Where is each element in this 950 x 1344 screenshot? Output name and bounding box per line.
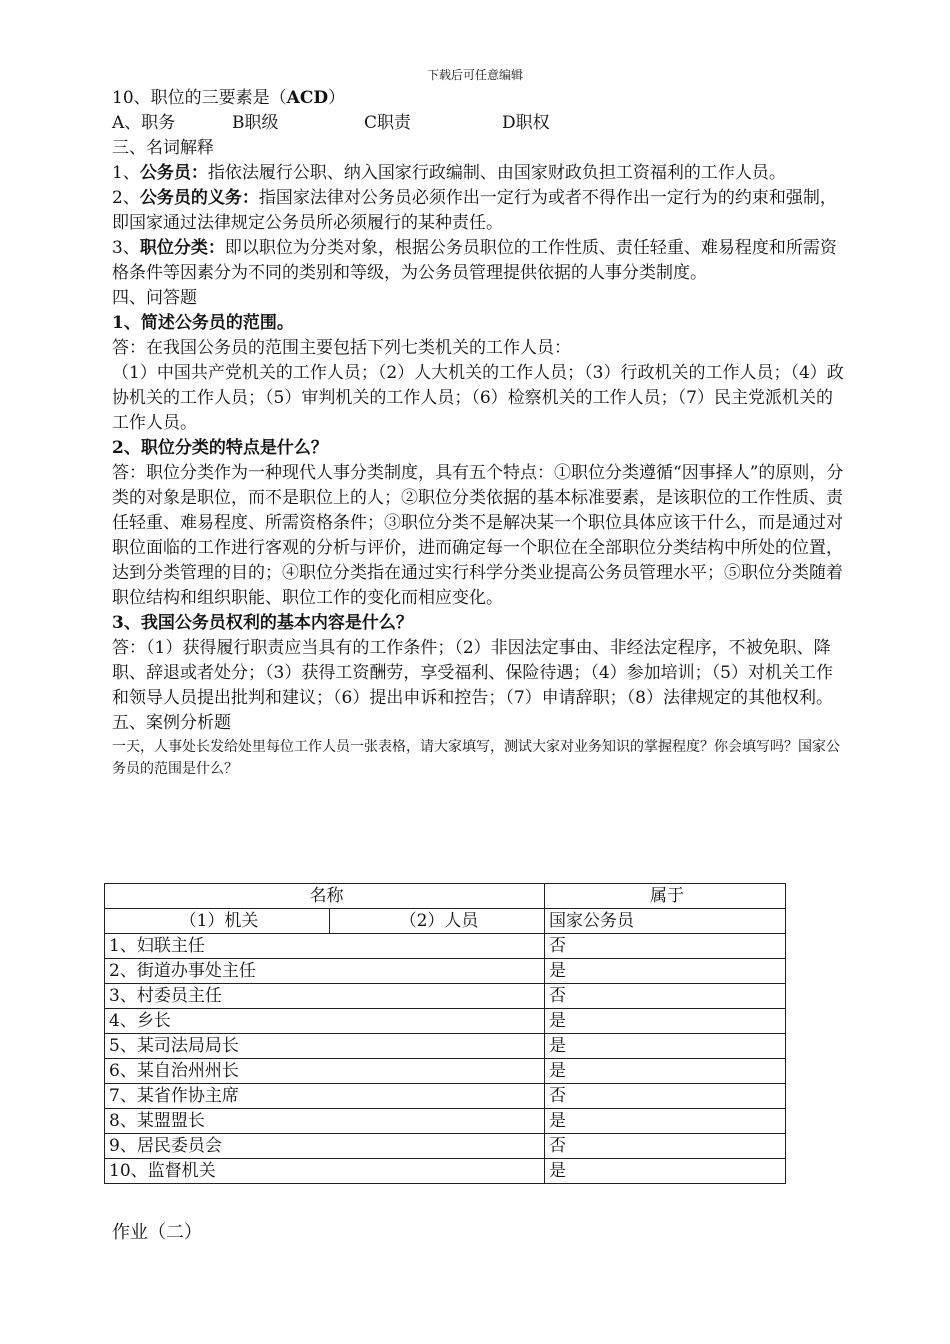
row-value: 否 [545, 934, 786, 959]
row-name: 8、某盟盟长 [105, 1109, 545, 1134]
row-name: 9、居民委员会 [105, 1134, 545, 1159]
footer-heading: 作业（二） [112, 1222, 202, 1243]
option-b: B职级 [232, 113, 279, 133]
question-title: 1、简述公务员的范围。 [112, 313, 294, 333]
table-row [105, 984, 786, 1009]
table-row [105, 934, 786, 959]
page-header: 下载后可任意编辑 [426, 68, 523, 82]
section-5-title: 五、案例分析题 [112, 713, 231, 733]
header-name: 名称 [105, 884, 545, 909]
row-value: 否 [545, 1084, 786, 1109]
row-value: 是 [545, 1059, 786, 1084]
row-value: 是 [545, 1034, 786, 1059]
definition: 即以职位为分类对象，根据公务员职位的工作性质、责任轻重、难易程度和所需资格条件等因素分为不同的类别和等级，为公务员管理提供依据的人事分类制度。 [112, 238, 837, 283]
table-row [105, 1084, 786, 1109]
table-row [105, 959, 786, 984]
q10-options [112, 111, 847, 136]
answer-text: （1）中国共产党机关的工作人员；（2）人大机关的工作人员；（3）行政机关的工作人员；（4）政协机关的工作人员；（5）审判机关的工作人员；（6）检察机关的工作人员；（7）民主党派机关的工作人员。 [112, 363, 844, 433]
header-belong: 属于 [545, 884, 786, 909]
answer-text: 答：（1）获得履行职责应当具有的工作条件；（2）非因法定事由、非经法定程序，不被免职、降职、辞退或者处分；（3）获得工资酬劳，享受福利、保险待遇；（4）参加培训；（5）对机关工作和领导人员提出批判和建议；（6）提出申诉和控告；（7）申请辞职；（8）法律规定的其他权利。 [112, 638, 833, 708]
q10-stem: 10、职位的三要素是（ [112, 88, 287, 108]
document-body [112, 86, 847, 780]
row-value: 是 [545, 1009, 786, 1034]
item-number: 3、 [112, 238, 140, 258]
option-c: C职责 [364, 113, 412, 133]
answer-text: 答：在我国公务员的范围主要包括下列七类机关的工作人员： [112, 338, 571, 358]
row-name: 7、某省作协主席 [105, 1084, 545, 1109]
table-row [105, 1009, 786, 1034]
q10-answer: ACD [286, 88, 329, 108]
definition: 指依法履行公职、纳入国家行政编制、由国家财政负担工资福利的工作人员。 [207, 163, 786, 183]
table-row [105, 1034, 786, 1059]
row-value: 否 [545, 984, 786, 1009]
term: 职位分类： [139, 238, 225, 258]
table-subheader-row [105, 909, 786, 934]
row-name: 1、妇联主任 [105, 934, 545, 959]
item-number: 1、 [112, 163, 140, 183]
definition-item [112, 236, 847, 286]
definition-item [112, 161, 847, 186]
subheader-organ: （1）机关 [105, 909, 330, 934]
term: 公务员的义务： [139, 188, 259, 208]
row-name: 4、乡长 [105, 1009, 545, 1034]
row-name: 5、某司法局局长 [105, 1034, 545, 1059]
row-name: 6、某自治州州长 [105, 1059, 545, 1084]
question-10 [112, 86, 847, 111]
option-d: D职权 [502, 113, 550, 133]
item-number: 2、 [112, 188, 140, 208]
case-intro: 一天，人事处长发给处里每位工作人员一张表格，请大家填写，测试大家对业务知识的掌握程度？你会填写吗？国家公务员的范围是什么？ [112, 739, 840, 777]
row-name: 10、监督机关 [105, 1159, 545, 1184]
row-value: 是 [545, 1159, 786, 1184]
section-4-title: 四、问答题 [112, 288, 197, 308]
q10-close: ） [328, 88, 346, 108]
row-value: 是 [545, 959, 786, 984]
answer-text: 答：职位分类作为一种现代人事分类制度，具有五个特点：①职位分类遵循“因事择人”的原则，分类的对象是职位，而不是职位上的人；②职位分类依据的基本标准要素，是该职位的工作性质、责任轻重、难易程度、所需资格条件；③职位分类不是解决某一个职位具体应该干什么，而是通过对职位面临的工作进行客观的分析与评价，进而确定每一个职位在全部职位分类结构中所处的位置，达到分类管理的目的；④职位分类指在通过实行科学分类业提高公务员管理水平；⑤职位分类随着职位结构和组织职能、职位工作的变化而相应变化。 [112, 463, 844, 608]
row-name: 2、街道办事处主任 [105, 959, 545, 984]
question-title: 2、职位分类的特点是什么？ [112, 438, 328, 458]
question-title: 3、我国公务员权利的基本内容是什么？ [112, 613, 413, 633]
table-header-row [105, 884, 786, 909]
row-name: 3、村委员主任 [105, 984, 545, 1009]
table-row [105, 1134, 786, 1159]
definition-item [112, 186, 847, 236]
row-value: 是 [545, 1109, 786, 1134]
definition: 指国家法律对公务员必须作出一定行为或者不得作出一定行为的约束和强制，即国家通过法律规定公务员所必须履行的某种责任。 [112, 188, 837, 233]
table-row [105, 1159, 786, 1184]
term: 公务员： [139, 163, 208, 183]
table-row [105, 1109, 786, 1134]
table-row [105, 1059, 786, 1084]
section-3-title: 三、名词解释 [112, 138, 214, 158]
subheader-civil-servant: 国家公务员 [545, 909, 786, 934]
option-a: A、职务 [112, 113, 176, 133]
subheader-personnel: （2）人员 [330, 909, 545, 934]
row-value: 否 [545, 1134, 786, 1159]
case-table [104, 883, 786, 1184]
